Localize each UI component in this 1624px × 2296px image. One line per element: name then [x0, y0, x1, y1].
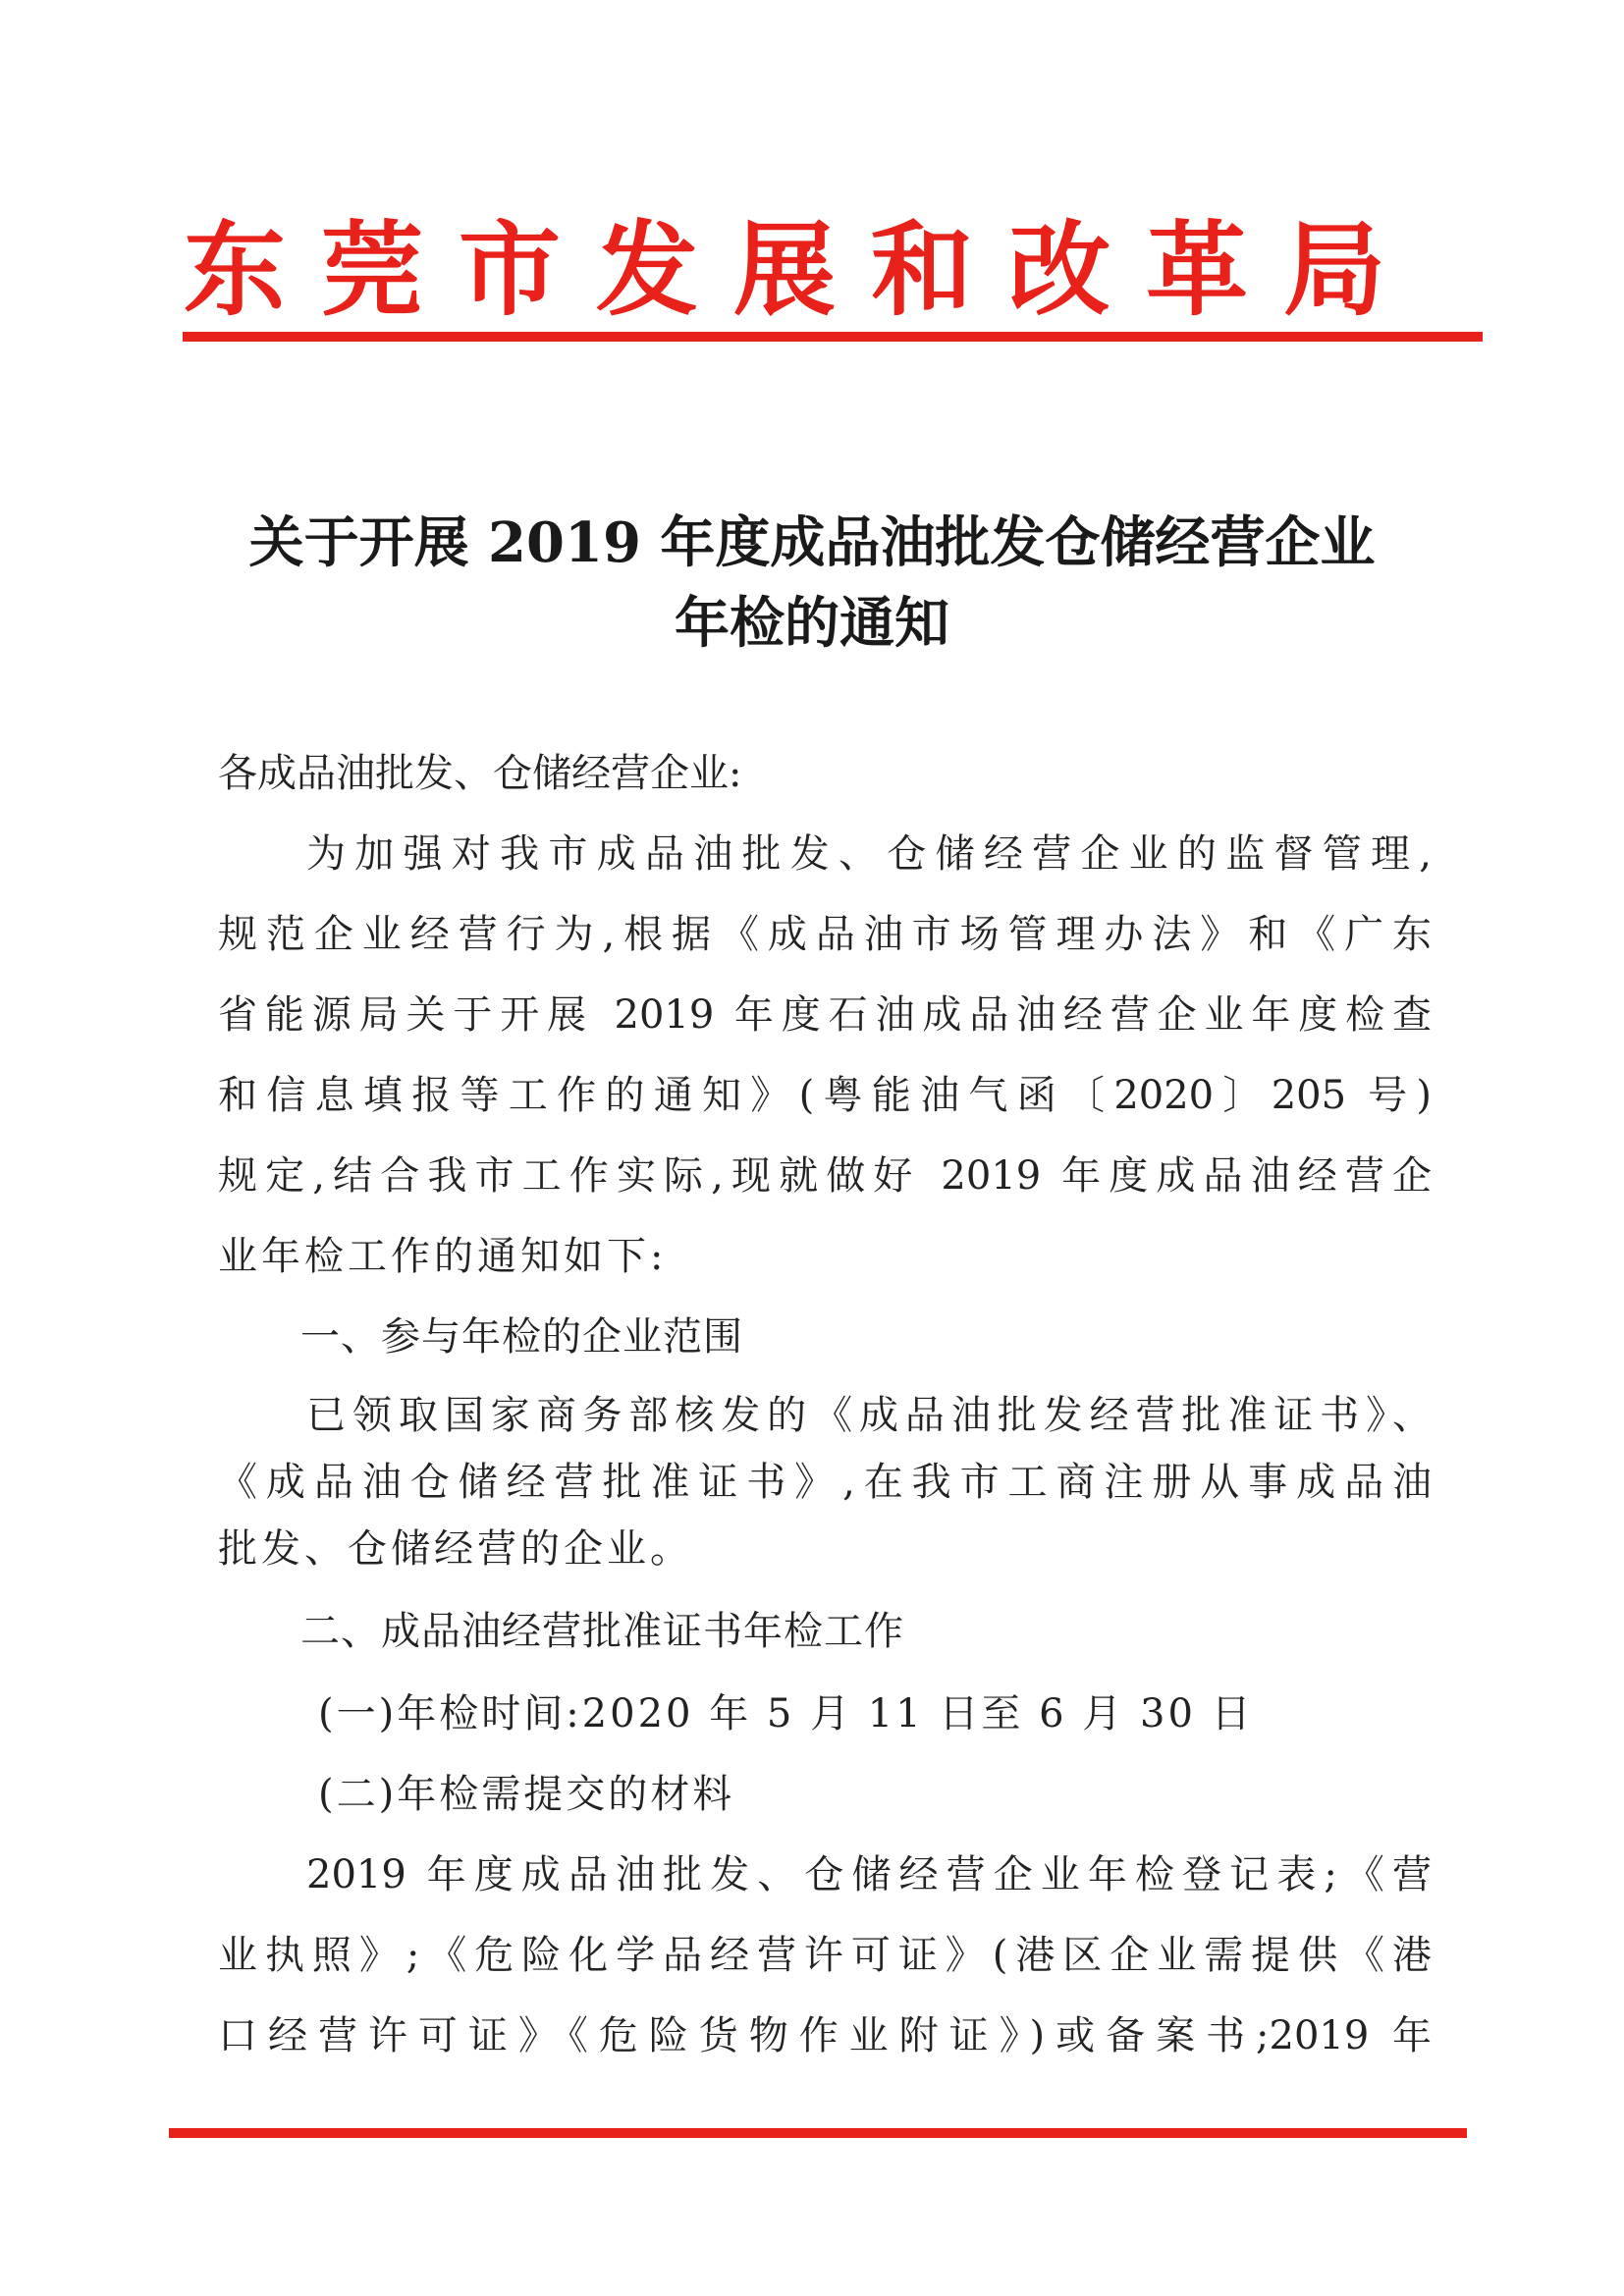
inspection-time: (一)年检时间:2020 年 5 月 11 日至 6 月 30 日 [318, 1691, 1254, 1736]
document-title-line-2: 年检的通知 [675, 591, 949, 656]
salutation: 各成品油批发、仓储经营企业: [218, 751, 742, 796]
section-2-heading: 二、成品油经营批准证书年检工作 [300, 1609, 904, 1654]
header-red-rule [183, 332, 1483, 342]
intro-line-1: 为加强对我市成品油批发、仓储经营企业的监督管理, [306, 831, 1432, 877]
section-1-line-3: 批发、仓储经营的企业。 [218, 1526, 693, 1572]
intro-line-3: 省能源局关于开展 2019 年度石油成品油经营企业年度检查 [218, 992, 1432, 1038]
agency-masthead: 东莞市发展和改革局 [183, 210, 1421, 330]
intro-line-6: 业年检工作的通知如下: [218, 1234, 668, 1279]
section-1-heading: 一、参与年检的企业范围 [300, 1314, 743, 1360]
document-title [196, 503, 1428, 664]
intro-line-4: 和信息填报等工作的通知》(粤能油气函〔2020〕205 号) [218, 1073, 1432, 1118]
document-title-line-1: 关于开展 2019 年度成品油批发仓储经营企业 [248, 510, 1376, 575]
footer-red-rule [169, 2128, 1467, 2138]
section-1-line-1: 已领取国家商务部核发的《成品油批发经营批准证书》、 [306, 1393, 1432, 1438]
materials-line-2: 业执照》;《危险化学品经营许可证》(港区企业需提供《港 [218, 1933, 1432, 1978]
materials-heading: (二)年检需提交的材料 [318, 1772, 735, 1817]
intro-line-5: 规定,结合我市工作实际,现就做好 2019 年度成品油经营企 [218, 1153, 1432, 1199]
intro-line-2: 规范企业经营行为,根据《成品油市场管理办法》和《广东 [218, 912, 1432, 957]
section-1-line-2: 《成品油仓储经营批准证书》,在我市工商注册从事成品油 [218, 1460, 1432, 1505]
materials-line-3: 口经营许可证》《危险货物作业附证》)或备案书;2019 年 [218, 2013, 1432, 2058]
materials-line-1: 2019 年度成品油批发、仓储经营企业年检登记表;《营 [306, 1852, 1432, 1897]
